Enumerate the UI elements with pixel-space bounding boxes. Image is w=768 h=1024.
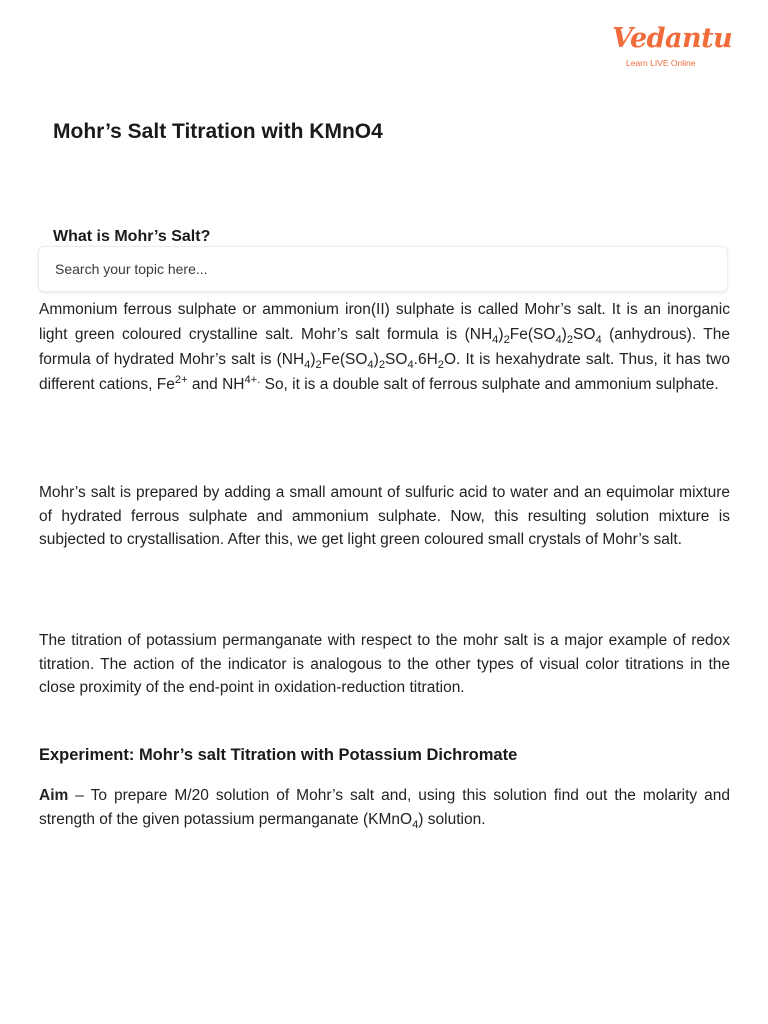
experiment-heading: Experiment: Mohr’s salt Titration with Potassium Dichromate [39, 746, 518, 764]
search-input[interactable] [39, 247, 727, 291]
p1-anhydrous-label: (anhydrous). The formula of hydrated Mohr’s salt is [39, 326, 730, 368]
paragraph-aim [39, 784, 730, 831]
aim-text-end: ) solution. [418, 810, 486, 828]
p1-conclusion: So, it is a double salt of ferrous sulphate and ammonium sulphate. [260, 376, 719, 393]
paragraph-mohrs-salt-definition [39, 297, 730, 397]
paragraph-redox-titration: The titration of potassium permanganate with respect to the mohr salt is a major example of redox titration. The action of the indicator is analogous to the other types of visual color titrations in the close proximity of the end-point in oxidation-reduction titration. [39, 632, 730, 696]
formula-kmno4: KMnO$_4$ [368, 810, 419, 831]
logo-wordmark: Vedantu [612, 23, 733, 54]
vedantu-logo[interactable] [612, 22, 733, 72]
page-title: Mohr’s Salt Titration with KMnO4 [53, 120, 383, 143]
formula-anhydrous: $(NH_4)_2Fe(SO_4)_2SO_4$ [464, 326, 602, 347]
paragraph-preparation: Mohr’s salt is prepared by adding a small amount of sulfuric acid to water and an equimolar mixture of hydrated ferrous sulphate and ammonium sulphate. Now, this resulting solution mixture is subjected to crystallisation. After this, we get light green coloured small crystals of Mohr’s salt. [39, 484, 730, 548]
aim-label: Aim [39, 787, 69, 804]
cation-ammonium: $NH^{4+.}$ [222, 373, 261, 393]
section-heading: What is Mohr’s Salt? [53, 228, 211, 245]
aim-text: – To prepare M/20 solution of Mohr’s salt and, using this solution find out the molarity and strength of the given potassium permanganate ( [39, 787, 730, 828]
p1-intro: Ammonium ferrous sulphate or ammonium iron(II) sulphate is called Mohr’s salt. It is an inorganic light green coloured crystalline salt. Mohr’s salt formula is [39, 301, 730, 343]
cation-iron: $Fe^{2+}$ [156, 373, 188, 393]
p1-hydrate-text: It is hexahydrate salt. Thus, it has two different cations, [39, 351, 730, 393]
logo-tagline: Learn LIVE Online [626, 58, 696, 68]
search-box[interactable] [38, 246, 728, 292]
formula-hydrated: $(NH_4)_2Fe(SO_4)_2SO_4.6H_2O$. [276, 351, 461, 372]
p1-and: and [187, 376, 223, 393]
